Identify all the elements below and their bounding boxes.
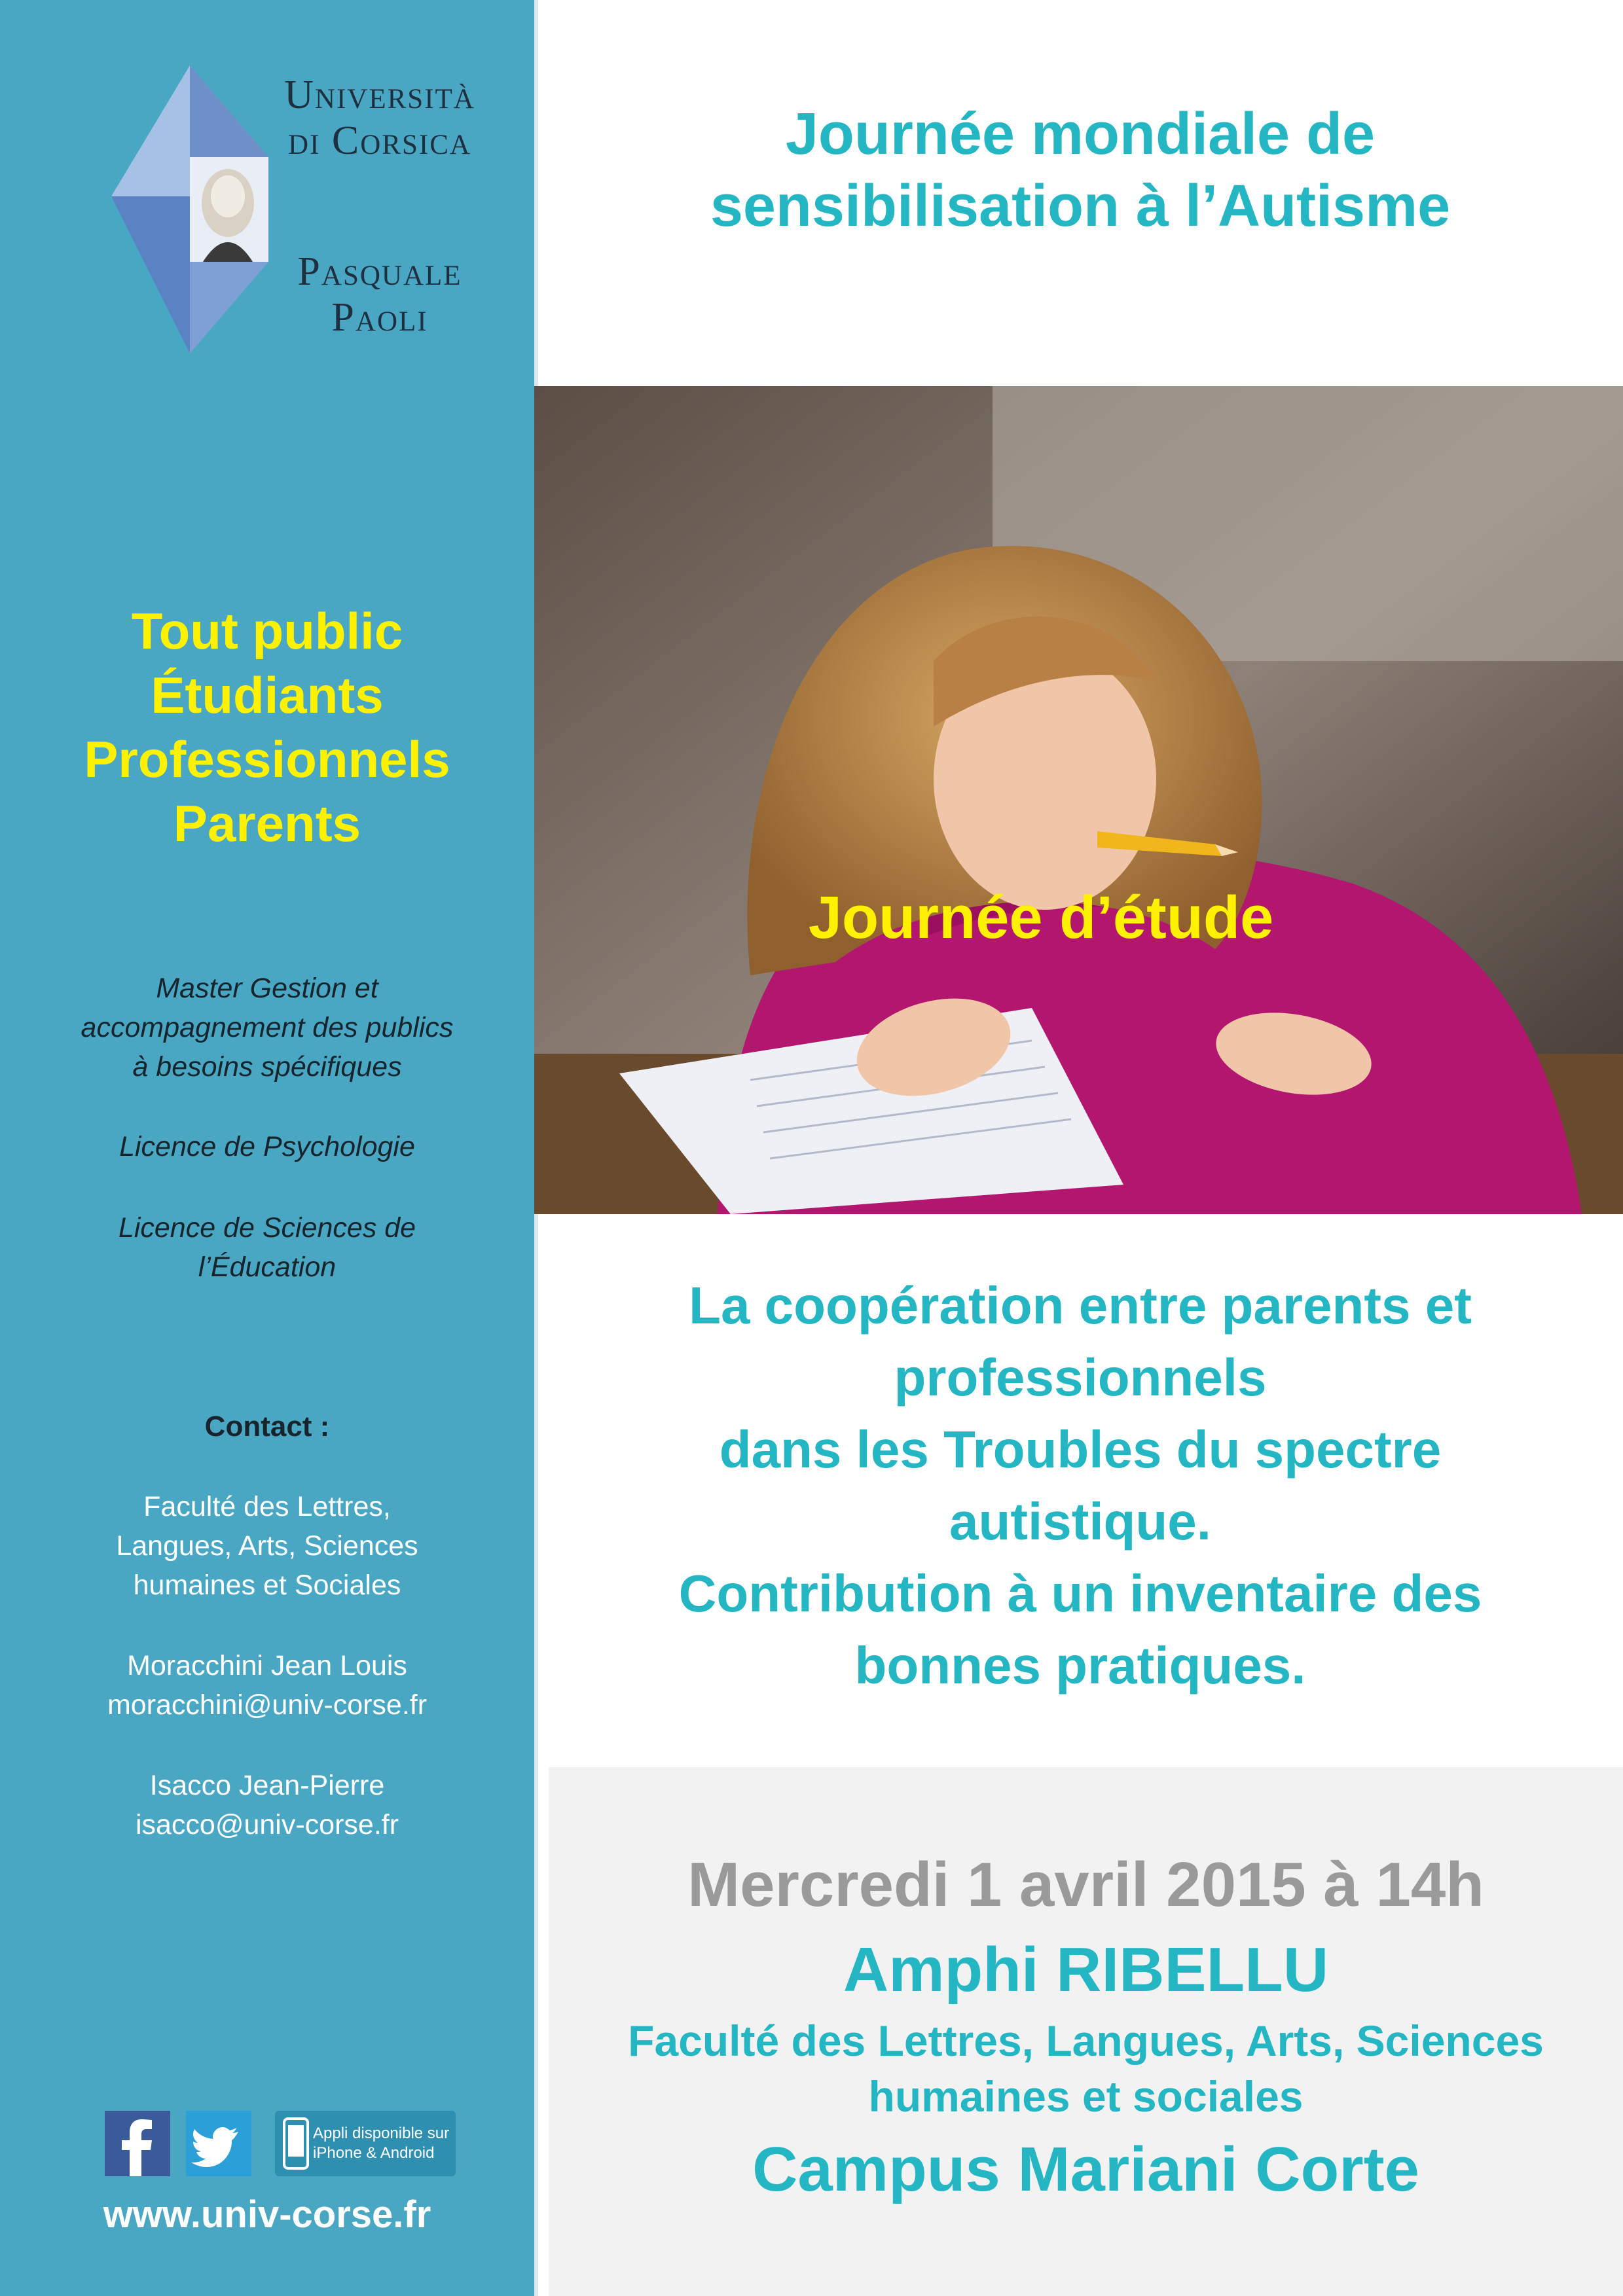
- program-master-line: accompagnement des publics: [81, 1012, 454, 1043]
- subject-line: dans les Troubles du spectre: [719, 1420, 1442, 1479]
- twitter-icon[interactable]: [186, 2111, 251, 2176]
- contact-title: Contact :: [204, 1410, 330, 1443]
- audience-item: Étudiants: [151, 666, 384, 724]
- program-master-line: à besoins spécifiques: [132, 1051, 402, 1083]
- subject-line: autistique.: [949, 1492, 1212, 1551]
- logo-line-paoli: Paoli: [331, 295, 428, 340]
- contact-faculty-line: Faculté des Lettres,: [143, 1491, 391, 1522]
- facebook-icon[interactable]: [105, 2111, 170, 2176]
- subject-line: professionnels: [894, 1348, 1267, 1407]
- contact-person-name: Moracchini Jean Louis: [127, 1650, 407, 1681]
- program-sciences-education-line: l’Éducation: [198, 1251, 337, 1283]
- headline-line: sensibilisation à l’Autisme: [710, 173, 1451, 239]
- logo-line-pasquale: Pasquale: [297, 249, 462, 294]
- event-campus: Campus Mariani Corte: [752, 2134, 1419, 2204]
- event-date: Mercredi 1 avril 2015 à 14h: [687, 1850, 1484, 1920]
- audience-item: Professionnels: [84, 730, 450, 788]
- logo-line-di-corsica: di Corsica: [288, 118, 471, 163]
- website-link[interactable]: www.univ-corse.fr: [103, 2193, 431, 2236]
- contact-faculty-line: Langues, Arts, Sciences: [116, 1530, 418, 1562]
- program-master-line: Master Gestion et: [156, 973, 378, 1004]
- event-faculty-line: Faculté des Lettres, Langues, Arts, Sciences: [628, 2017, 1544, 2065]
- event-faculty-line: humaines et sociales: [868, 2072, 1304, 2121]
- event-room: Amphi RIBELLU: [843, 1935, 1329, 2005]
- photo-caption: Journée d’étude: [808, 884, 1274, 951]
- contact-faculty-line: humaines et Sociales: [133, 1570, 401, 1601]
- logo-line-universita: Università: [284, 73, 475, 117]
- subject-line: La coopération entre parents et: [689, 1276, 1472, 1335]
- subject-line: Contribution à un inventaire des: [678, 1564, 1482, 1623]
- hero-photo: [534, 386, 1623, 1214]
- audience-item: Parents: [173, 795, 361, 852]
- program-sciences-education-line: Licence de Sciences de: [118, 1212, 416, 1244]
- event-headline: [550, 98, 1611, 242]
- event-subject: [550, 1270, 1611, 1702]
- headline-line: Journée mondiale de: [785, 101, 1376, 167]
- audience-item: Tout public: [131, 602, 403, 660]
- university-logo[interactable]: [111, 65, 491, 353]
- contact-person-name: Isacco Jean-Pierre: [149, 1770, 385, 1801]
- program-psychologie: Licence de Psychologie: [119, 1131, 415, 1162]
- app-badge-line-1: Appli disponible sur: [313, 2125, 450, 2142]
- logo-emblem: [111, 65, 275, 353]
- contact-person-email[interactable]: moracchini@univ-corse.fr: [107, 1689, 428, 1721]
- app-download-badge[interactable]: [275, 2111, 456, 2176]
- subject-line: bonnes pratiques.: [854, 1636, 1306, 1695]
- smartphone-icon: [283, 2117, 309, 2170]
- app-badge-line-2: iPhone & Android: [313, 2144, 435, 2162]
- contact-person-email[interactable]: isacco@univ-corse.fr: [135, 1809, 399, 1840]
